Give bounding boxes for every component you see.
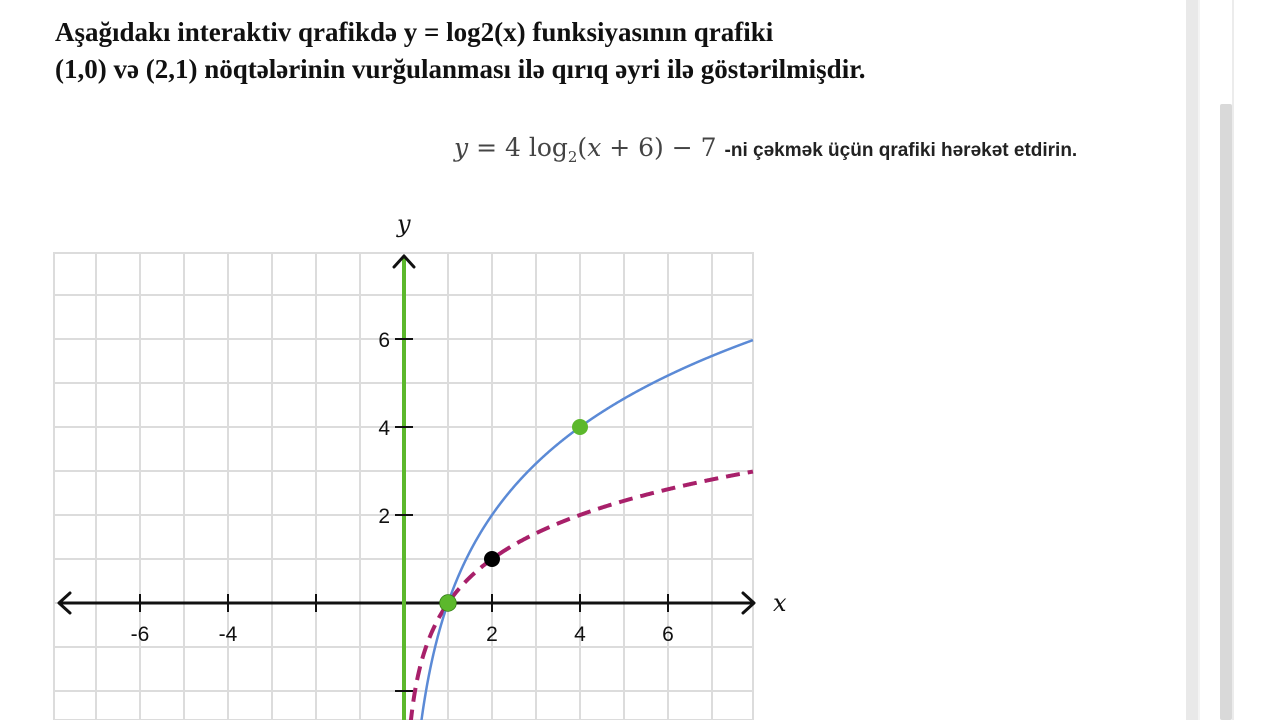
movable-point[interactable]	[440, 595, 456, 611]
scrollbar-edge	[1186, 0, 1198, 720]
eq-x: x	[587, 133, 602, 162]
prompt-line-1: Aşağıdakı interaktiv qrafikdə y = log2(x) funksiyasının qrafiki	[55, 17, 774, 47]
prompt-line-2: (1,0) və (2,1) nöqtələrinin vurğulanması ilə qırıq əyri ilə göstərilmişdir.	[55, 54, 866, 84]
y-tick-label: 4	[378, 417, 390, 440]
eq-base: 2	[567, 148, 578, 166]
y-axis-label: y	[397, 210, 411, 238]
x-tick-label: 4	[574, 623, 586, 646]
x-tick-label: -6	[130, 623, 150, 646]
x-axis-label: x	[773, 589, 787, 617]
x-tick-label: -4	[218, 623, 238, 646]
movable-point[interactable]	[572, 419, 588, 435]
eq-eq: = 4 log	[468, 133, 568, 162]
scroll-track	[1232, 0, 1234, 720]
parent-point	[484, 551, 500, 567]
eq-rest: + 6) − 7	[601, 133, 717, 162]
x-tick-label: 2	[486, 623, 498, 646]
instruction-text: -ni çəkmək üçün qrafiki hərəkət etdirin.	[724, 140, 1078, 161]
scroll-thumb[interactable]	[1220, 104, 1232, 720]
scrollbar-edge-inner	[1198, 0, 1200, 720]
y-tick-label: 2	[378, 505, 390, 528]
x-tick-label: 6	[662, 623, 674, 646]
y-tick-label: 6	[378, 329, 390, 352]
eq-y: y	[454, 133, 469, 162]
eq-open: (	[577, 133, 588, 162]
